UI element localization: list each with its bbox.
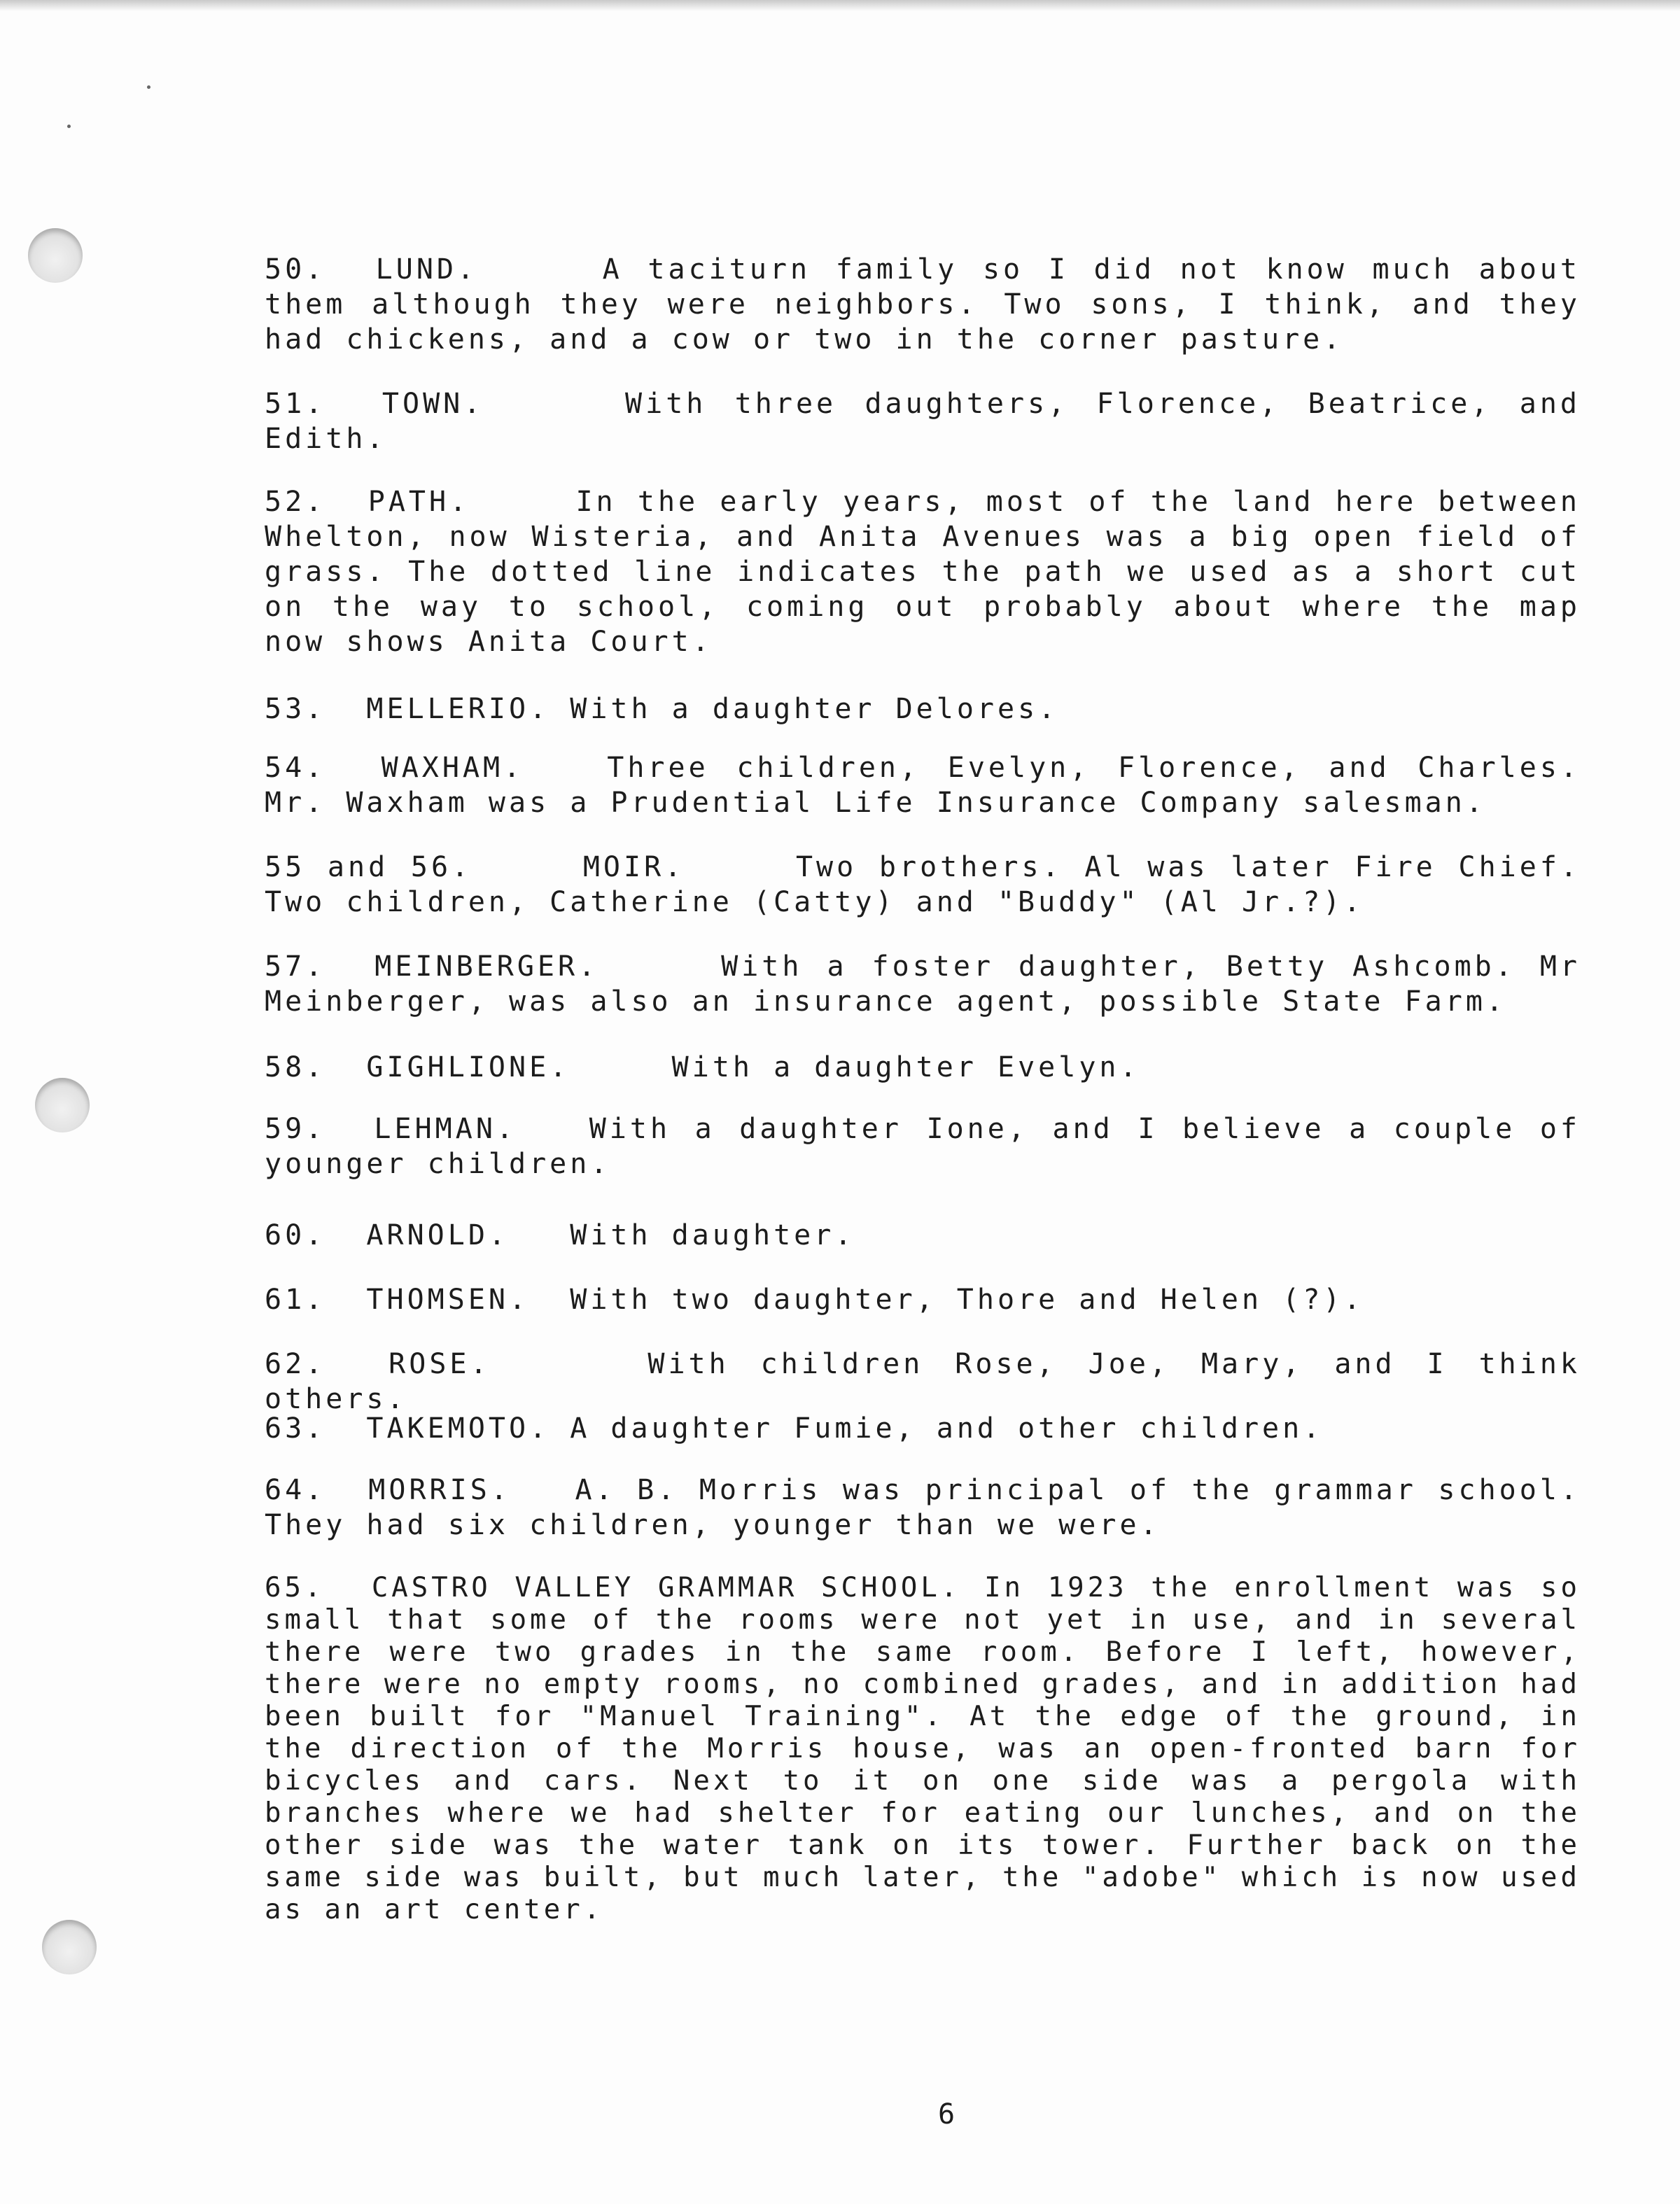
page-top-edge (0, 0, 1680, 11)
entry-name: MELLERIO. (366, 693, 550, 725)
entry-text: With children Rose, Joe, Mary, and I think others. (265, 1348, 1581, 1415)
entry-number: 62. (265, 1348, 326, 1380)
entry-51 (265, 386, 1581, 456)
entry-name: LUND. (375, 253, 478, 286)
entry-text: A. B. Morris was principal of the grammar school. They had six children, younger than we were. (265, 1474, 1581, 1541)
entry-number: 51. (265, 388, 326, 420)
entry-60 (265, 1218, 1581, 1253)
entry-text: In the early years, most of the land here between Whelton, now Wisteria, and Anita Avenues was a big open field of grass. The dotted line indicates the path we used as a short cut on the way to school, coming out probably about where the map now shows Anita Court. (265, 486, 1581, 658)
entry-number: 61. (265, 1284, 326, 1316)
page-number: 6 (938, 2098, 955, 2131)
entry-text: A daughter Fumie, and other children. (570, 1412, 1324, 1445)
entry-number: 52. (265, 486, 326, 518)
punch-hole-bottom (42, 1920, 97, 1974)
entry-number: 50. (265, 253, 326, 286)
entry-57 (265, 949, 1581, 1019)
entry-number: 54. (265, 752, 326, 784)
entry-58 (265, 1050, 1581, 1085)
entry-number: 65. (265, 1572, 325, 1603)
paper-speck (67, 125, 71, 128)
entry-number: 53. (265, 693, 326, 725)
entry-52 (265, 484, 1581, 659)
entry-62 (265, 1347, 1581, 1417)
entry-text: With a daughter Delores. (570, 693, 1059, 725)
entry-text: With three daughters, Florence, Beatrice, and Edith. (265, 388, 1581, 455)
entry-name: ROSE. (388, 1348, 491, 1380)
entry-name: GIGHLIONE. (366, 1051, 570, 1083)
entry-65 (265, 1572, 1581, 1926)
entry-number: 63. (265, 1412, 326, 1445)
entry-text: Three children, Evelyn, Florence, and Charles. Mr. Waxham was a Prudential Life Insurance Company salesman. (265, 752, 1581, 819)
punch-hole-top (28, 228, 83, 283)
punch-hole-middle (35, 1078, 90, 1132)
entry-name: ARNOLD. (366, 1219, 509, 1251)
entry-number: 58. (265, 1051, 326, 1083)
entry-64 (265, 1473, 1581, 1543)
paper-speck (147, 85, 150, 89)
entry-text: Two brothers. Al was later Fire Chief. Two children, Catherine (Catty) and "Buddy" (Al Jr.?). (265, 851, 1581, 918)
entry-63 (265, 1411, 1581, 1446)
entry-name: LEHMAN. (374, 1113, 517, 1145)
entry-number: 57. (265, 950, 326, 983)
entry-text: A taciturn family so I did not know much about them although they were neighbors. Two sons, I think, and they had chickens, and a cow or two in the corner pasture. (265, 253, 1581, 356)
entry-number: 59. (265, 1113, 326, 1145)
entry-54 (265, 750, 1581, 820)
entry-text: With a daughter Ione, and I believe a couple of younger children. (265, 1113, 1581, 1180)
entry-number: 60. (265, 1219, 326, 1251)
entry-53 (265, 692, 1581, 727)
entry-name: CASTRO VALLEY GRAMMAR SCHOOL. (371, 1572, 961, 1603)
entry-name: TOWN. (382, 388, 484, 420)
entry-text: With two daughter, Thore and Helen (?). (570, 1284, 1364, 1316)
entry-61 (265, 1282, 1581, 1317)
entry-name: MOIR. (582, 851, 685, 883)
entry-50 (265, 252, 1581, 357)
entry-text: With a daughter Evelyn. (671, 1051, 1140, 1083)
entry-name: TAKEMOTO. (366, 1412, 550, 1445)
entry-name: THOMSEN. (366, 1284, 530, 1316)
entry-text: With daughter. (570, 1219, 855, 1251)
entry-55-56 (265, 850, 1581, 920)
entry-59 (265, 1111, 1581, 1181)
entry-name: PATH. (368, 486, 470, 518)
entry-text: With a foster daughter, Betty Ashcomb. Mr Meinberger, was also an insurance agent, possible State Farm. (265, 950, 1581, 1018)
entry-number: 64. (265, 1474, 326, 1506)
entry-name: MORRIS. (368, 1474, 511, 1506)
entry-number: 55 and 56. (265, 851, 472, 883)
entry-name: MEINBERGER. (374, 950, 599, 983)
entry-name: WAXHAM. (381, 752, 524, 784)
entry-text: In 1923 the enrollment was so small that some of the rooms were not yet in use, and in several there were two grades in the same room. Before I left, however, there were no empty rooms, no combined grades, and in addition had been built for "Manuel Training". At the edge of the ground, in the direction of the Morris house, was an open-fronted barn for bicycles and cars. Next to it on one side was a pergola with branches where we had shelter for eating our lunches, and on the other side was the water tank on its tower. Further back on the same side was built, but much later, the "adobe" which is now used as an art center. (265, 1572, 1581, 1925)
